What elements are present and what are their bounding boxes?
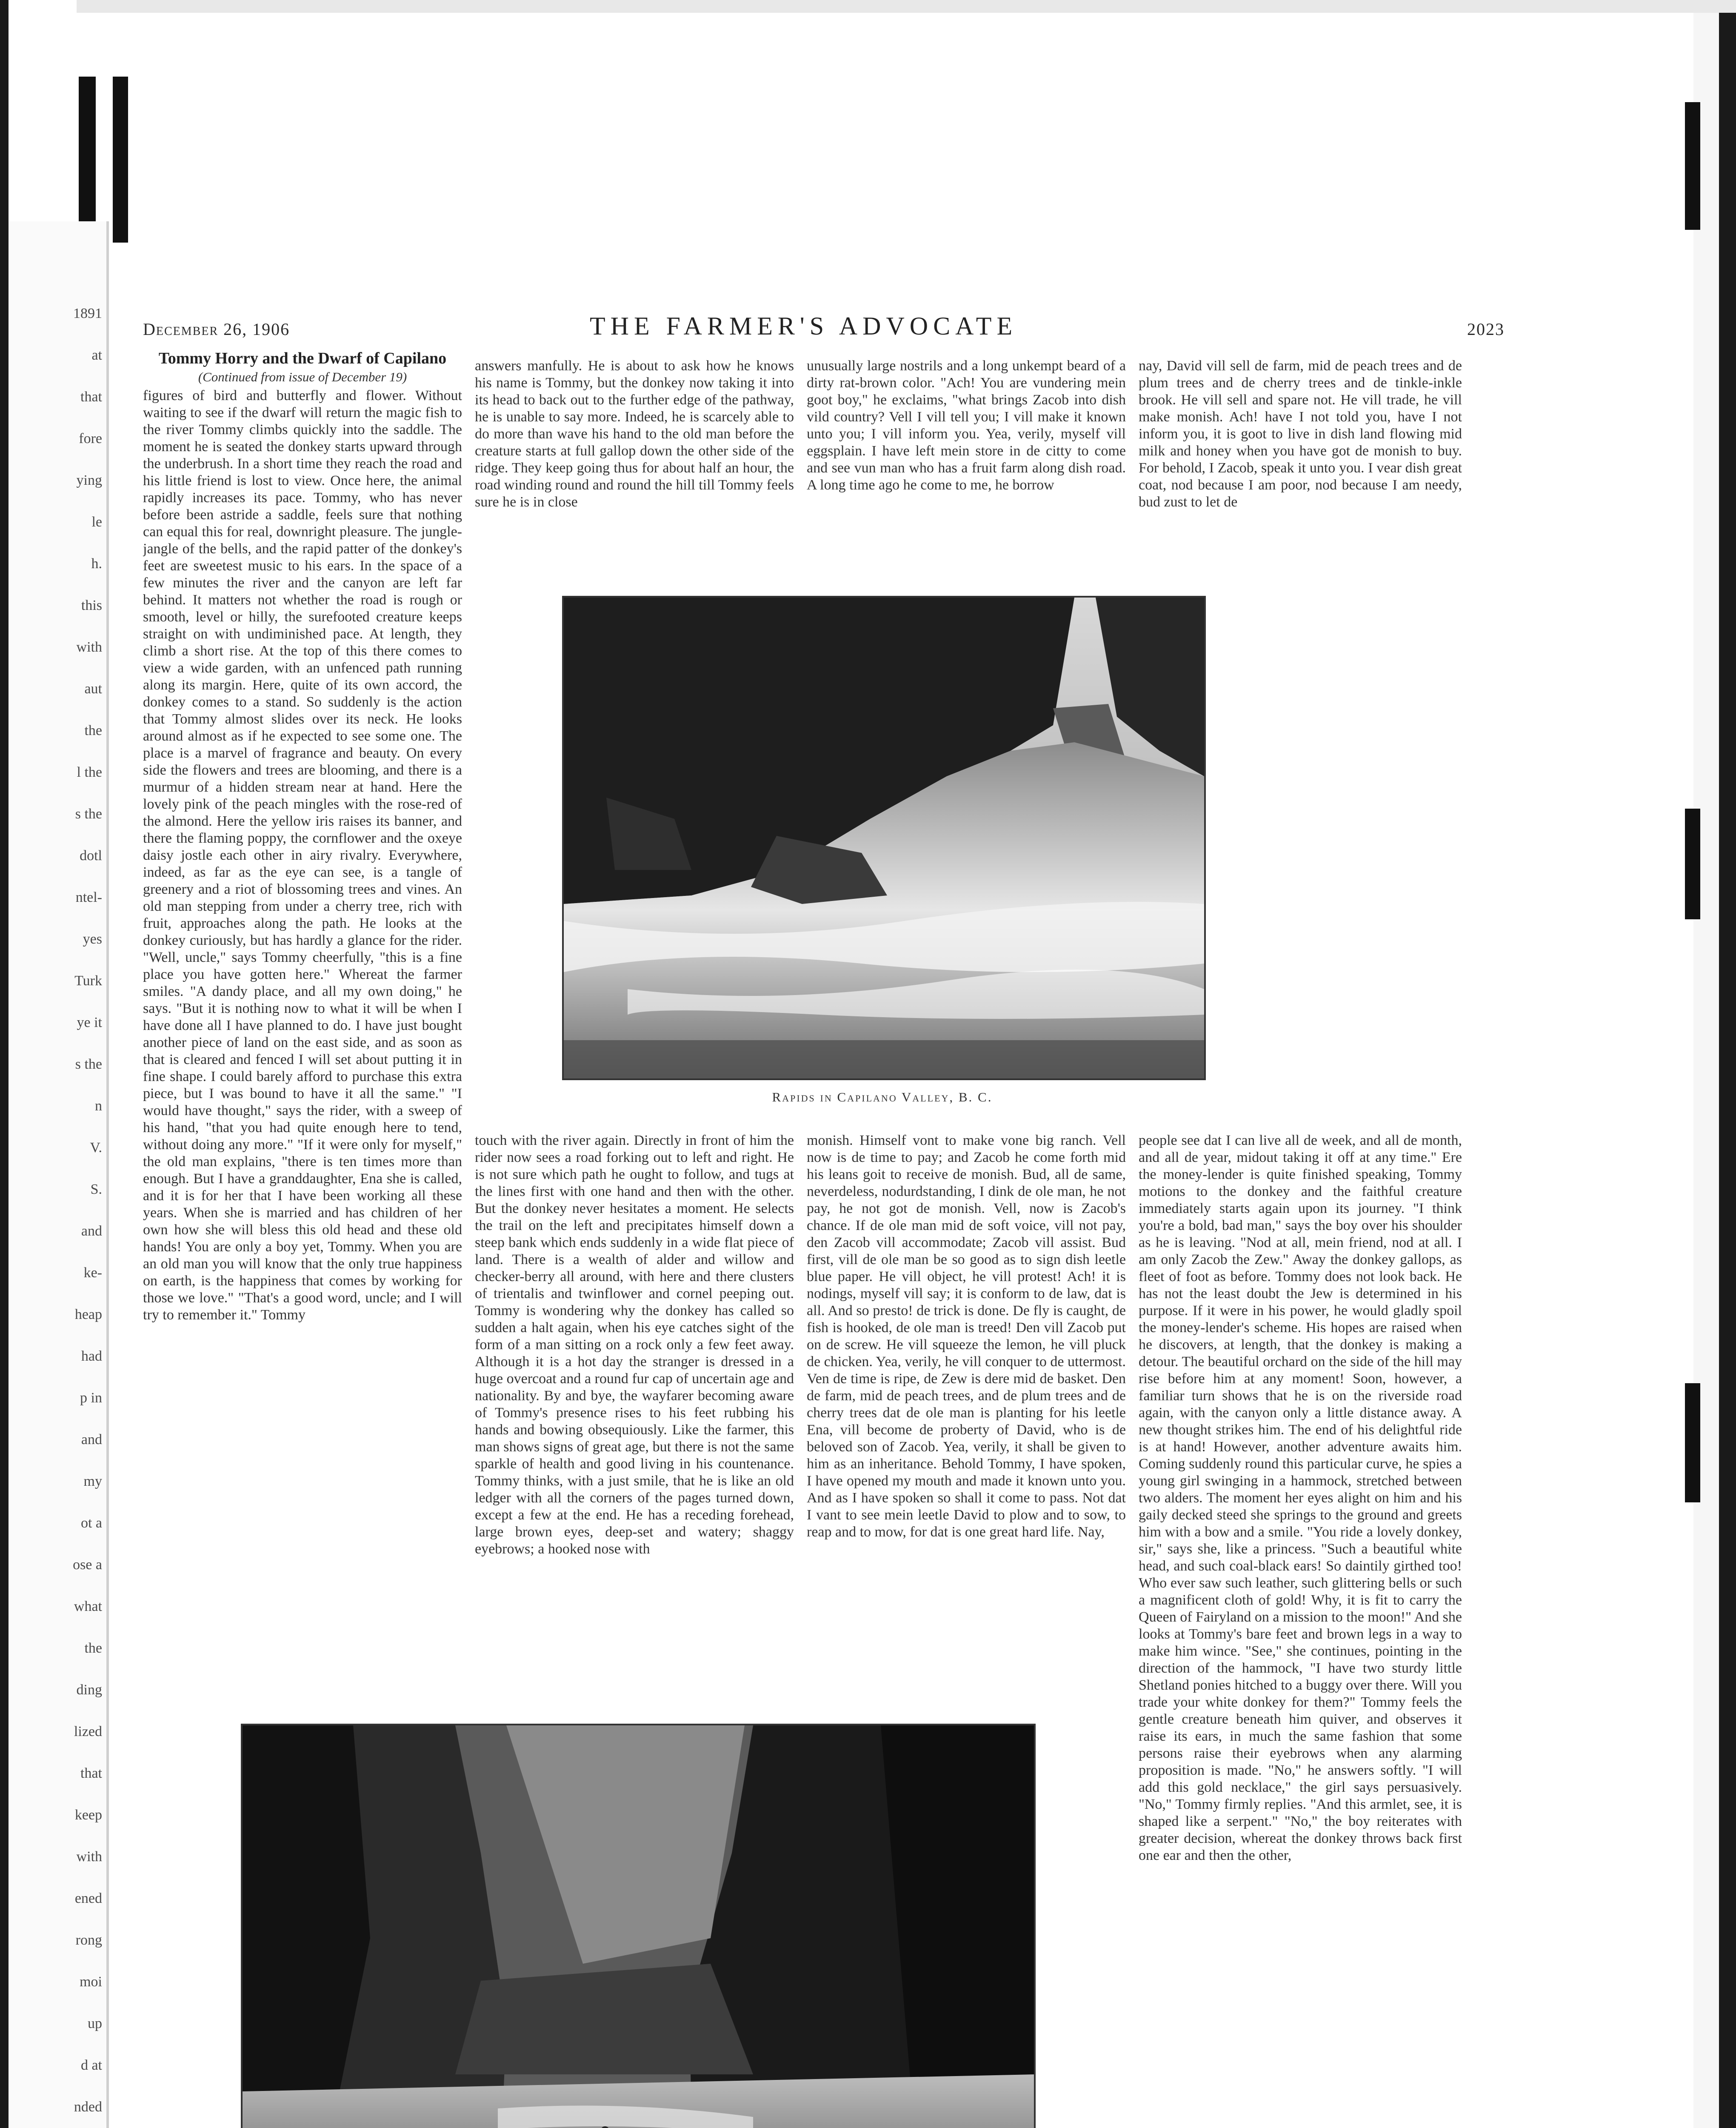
column-2-top	[475, 358, 794, 549]
column-4-top	[1139, 358, 1462, 549]
previous-page-fragment: ntel-	[75, 890, 102, 905]
page-number: 2023	[1467, 320, 1505, 339]
previous-page-fragment: d at	[80, 2057, 102, 2073]
previous-page-fragment: this	[81, 598, 102, 613]
previous-page-fragment: ying	[76, 472, 102, 488]
previous-page-fragment: yes	[83, 931, 102, 947]
story-subtitle: (Continued from issue of December 19)	[198, 369, 407, 384]
previous-page-strip	[9, 221, 109, 2128]
previous-page-fragment: the	[84, 1640, 102, 1656]
previous-page-fragment: rong	[75, 1932, 102, 1948]
masthead-title: THE FARMER'S ADVOCATE	[590, 312, 1018, 340]
previous-page-fragment: had	[81, 1348, 102, 1364]
previous-page-fragment: what	[74, 1599, 102, 1614]
previous-page-fragment: p in	[80, 1390, 102, 1406]
previous-page-fragment: Turk	[74, 973, 102, 989]
previous-page-fragment: ened	[74, 1891, 102, 1906]
column-2-bottom	[475, 1132, 794, 1677]
previous-page-fragment: ot a	[80, 1515, 102, 1531]
previous-page-fragment: that	[80, 1765, 102, 1781]
previous-page-fragment: and	[81, 1223, 102, 1239]
column-2-top-text: answers manfully. He is about to ask how he knows his name is Tommy, but the donkey now taking it into its head to back out to the further edge of the pathway, he is unable to say more. Indeed, he is scarcely able to do more than wave his hand to the old man before the creature starts at full gallop down the other side of the ridge. They keep going thus for about half an hour, the road winding round and round the hill till Tommy feels sure he is in close	[475, 358, 794, 510]
column-4-bottom-text: people see dat I can live all de week, and all de month, and all de year, midout taking it off at any time." Ere the money-lender is quite finished speaking, Tommy motions to the donkey and the faithful creature immediately starts again upon its journey. "I think you're a bold, bad man," says the boy over his shoulder as he is leaving. "Nod at all, mein friend, nod at all. I am only Zacob the Zew." Away the donkey gallops, as fleet of foot as before. Tommy does not look back. He has not the least doubt the Jew is determined in his purpose. If it were in his power, he would gladly spoil the money-lender's scheme. His hopes are raised when he discovers, at length, that the donkey is making a detour. The beautiful orchard on the side of the hill may rise before him at any moment! Soon, however, a familiar turn shows that he is on the riverside road again, with the canyon only a little distance away. A new thought strikes him. The end of his delightful ride is at hand! However, another adventure awaits him. Coming suddenly round this particular curve, he spies a young girl swinging in a hammock, stretched between two alders. The moment her eyes alight on him and his gaily decked steed she springs to the ground and greets him with a bow and a smile. "You ride a lovely donkey, sir," says she, like a princess. "Such a beautiful white head, and such coal-black ears! So daintily girthed too! Who ever saw such leather, such glittering bells or such a magnificent cloth of gold! Why, it is fit to carry the Queen of Fairyland on a mission to the moon!" And she looks at Tommy's bare feet and brown legs in a way to make him wince. "See," she continues, pointing in the direction of the hammock, "I have two sturdy little Shetland ponies hitched to a buggy over there. Will you trade your white donkey for them?" Tommy feels the gentle creature beneath him quiver, and observes it raise its ears, in much the same fashion that some persons raise their eyebrows when any alarming proposition is made. "No," he answers softly. "I will add this gold necklace," the girl says persuasively. "No," Tommy firmly replies. "And this armlet, see, it is shaped like a serpent." "No," the boy reiterates with greater decision, whereat the donkey throws back first one ear and then the other,	[1139, 1133, 1462, 1863]
film-gap-right	[1693, 0, 1719, 2128]
previous-page-fragment: my	[83, 1473, 102, 1489]
previous-page-fragment: ose a	[73, 1557, 102, 1573]
column-2-bottom-text: touch with the river again. Directly in front of him the rider now sees a road forking out to left and right. He is not sure which path he ought to follow, and tugs at the lines first with one hand and then with the other. But the donkey never hesitates a moment. He selects the trail on the left and precipitates himself down a steep bank which ends suddenly in a wide flat piece of land. There is a wealth of alder and willow and checker-berry all around, with here and there clusters of trientalis and twinflower and cornel peeping out. Tommy is wondering why the donkey has called so sudden a halt again, when his eye catches sight of the form of a man sitting on a rock only a few feet away. Although it is a hot day the stranger is dressed in a huge overcoat and a round fur cap of uncertain age and nationality. By and bye, the wayfarer becoming aware of Tommy's presence rises to his feet rubbing his hands and bowing obsequiously. Like the farmer, this man shows signs of great age, but there is not the same sparkle of health and good living in his countenance. Tommy thinks, with a just smile, that he is like an old ledger with all the corners of the pages turned down, except a few at the end. He has a receding forehead, large brown eyes, deep-set and watery; shaggy eyebrows; a hooked nose with	[475, 1133, 794, 1557]
column-4-top-text: nay, David vill sell de farm, mid de peach trees and de plum trees and de cherry trees and de tinkle-inkle brook. He vill sell and spare not. He vill trade, he vill make monish. Ach! have I not told you, have I not inform you, it is goot to live in dish land flowing mid milk and honey when you have got de monish to buy. For behold, I Zacob, speak it unto you. I vear dish great coat, nod because I am poor, nod because I am needy, bud zust to let de	[1139, 358, 1462, 510]
previous-page-fragment: heap	[74, 1307, 102, 1322]
previous-page-fragment: moi	[80, 1974, 102, 1990]
column-4-bottom	[1139, 1132, 1462, 2128]
previous-page-fragment: 1891	[73, 306, 102, 321]
previous-page-fragment: fore	[79, 431, 102, 446]
previous-page-fragment: S.	[90, 1181, 102, 1197]
film-mark-right-1	[1685, 102, 1700, 230]
previous-page-fragment: l the	[77, 764, 102, 780]
column-3-bottom	[807, 1132, 1126, 1677]
film-border-left	[0, 0, 9, 2128]
previous-page-fragment: keep	[74, 1807, 102, 1823]
previous-page-fragment: with	[76, 1849, 102, 1865]
film-border-right	[1719, 0, 1736, 2128]
header-date: December 26, 1906	[143, 320, 290, 339]
column-3-top	[807, 358, 1126, 549]
previous-page-fragment: nded	[74, 2099, 102, 2115]
rapids-photo	[562, 596, 1206, 1080]
cool-spot-illustration	[243, 1725, 1034, 2128]
film-mark-right-3	[1685, 1383, 1700, 1502]
newspaper-page	[109, 251, 1526, 2128]
column-3-top-text: unusually large nostrils and a long unkempt beard of a dirty rat-brown color. "Ach! You are vundering mein goot boy," he exclaims, "what brings Zacob into dish vild country? Vell I vill tell you; I vill make it known unto you; I vill inform you. Yea, verily, myself vill eggsplain. I have left mein store in de citty to come and see vun man who has a fruit farm along dish road. A long time ago he come to me, he borrow	[807, 358, 1126, 493]
rapids-illustration	[564, 598, 1204, 1078]
previous-page-fragment: n	[95, 1098, 102, 1114]
previous-page-fragment: with	[76, 639, 102, 655]
film-mark-top-2	[113, 77, 128, 243]
previous-page-fragment: s the	[75, 1056, 102, 1072]
previous-page-fragment: ye it	[77, 1015, 102, 1030]
column-3-bottom-text: monish. Himself vont to make vone big ranch. Vell now is de time to pay; and Zacob he come forth mid his leans goit to receive de monish. Bud, all de same, neverdeless, nodurdstanding, I dink de ole man, he not pay, he not got de monish. Vell, now is Zacob's chance. If de ole man mid de soft voice, vill not pay, den Zacob vill accommodate; Zacob vill assist. Bud first, vill de ole man be so good as to sign dish leetle blue paper. He vill object, he vill protest! Ach! it is nodings, myself vill say; it is conform to de law, dat is all. And so presto! de trick is done. De fly is caught, de fish is hooked, de ole man is treed! Den vill Zacob put on de screw. He vill squeeze the lemon, he vill pluck de chicken. Yea, verily, he vill conquer to de uttermost. Ven de time is ripe, de Zew is dere mid de basket. Den de farm, mid de peach trees, and de plum trees and de cherry trees dat de ole man is planting for his leetle Ena, vill become de proberty of David, who is de beloved son of Zacob. Yea, verily, it shall be given to him as an inheritance. Behold Tommy, I have spoken, I have opened my mouth and made it known unto you. And as I have spoken so shall it come to pass. Not dat I vant to see mein leetle David to plow and to sow, to reap and to mow, for dat is one great hard life. Nay,	[807, 1133, 1126, 1540]
previous-page-fragment: V.	[90, 1140, 102, 1156]
previous-page-fragment: ding	[76, 1682, 102, 1698]
previous-page-fragment: that	[80, 389, 102, 405]
previous-page-fragment: le	[91, 514, 102, 530]
column-1-text: figures of bird and butterfly and flower. Without waiting to see if the dwarf will return the magic fish to the river Tommy climbs quickly into the saddle. The moment he is seated the donkey starts upward through the underbrush. In a short time they reach the road and his little friend is lost to view. Once here, the animal rapidly increases its pace. Tommy, who has never before been astride a saddle, feels sure that nothing can equal this for real, downright pleasure. The jungle-jangle of the bells, and the rapid patter of the donkey's feet are sweetest music to his ears. In the space of a few minutes the river and the canyon are left far behind. It matters not whether the road is rough or smooth, level or hilly, the surefooted creature keeps straight on with undiminished pace. At length, they climb a short rise. At the top of this there comes to view a wide garden, with an unfenced path running along its margin. Here, quite of its own accord, the donkey comes to a stand. So suddenly is the action that Tommy almost slides over its neck. He looks around almost as if he expected to see some one. The place is a marvel of fragrance and beauty. On every side the flowers and trees are blooming, and there is a murmur of a hidden stream near at hand. Here the lovely pink of the peach mingles with the rose-red of the almond. Here the yellow iris raises its banner, and there the flaming poppy, the cornflower and the oxeye daisy jostle each other in airy rivalry. Everywhere, indeed, as far as the eye can see, is a tangle of greenery and a riot of blossoming trees and vines. An old man stepping from under a cherry tree, rich with fruit, approaches along the path. He looks at the donkey curiously, but has hardly a glance for the rider. "Well, uncle," says Tommy cheerfully, "this is a fine place you have gotten here." Whereat the farmer smiles. "A dandy place, and all my own doing," he says. "But it is nothing now to what it will be when I have done all I have planned to do. I have just bought another piece of land on the east side, and as soon as that is cleared and fenced I will set about putting it in fine shape. I could barely afford to purchase this extra piece, but I was bound to have it all the same." "I would have thought," says the rider, with a sweep of his hand, "that you had quite enough here to tend, without doing any more." "If it were only for myself," the old man explains, "there is ten times more than enough. But I have a granddaughter, Ena she is called, and it is for her that I have been working all these years. When she is married and has children of her own how she will bless this old head and these old hands! You are only a boy yet, Tommy. When you are an old man you will know that the only true happiness on earth, is the happiness that comes by working for those we love." "That's a good word, uncle; and I will try to remember it." Tommy	[143, 388, 462, 1323]
story-title: Tommy Horry and the Dwarf of Capilano	[158, 349, 447, 367]
previous-page-fragment: s the	[75, 806, 102, 822]
cool-spot-photo	[241, 1724, 1036, 2128]
film-border-top	[77, 0, 1736, 13]
film-mark-right-2	[1685, 809, 1700, 919]
previous-page-fragment: the	[84, 723, 102, 738]
previous-page-fragment: dotl	[80, 848, 102, 864]
previous-page-fragment: up	[88, 2016, 102, 2031]
previous-page-fragment: lized	[74, 1724, 102, 1739]
previous-page-fragment: h.	[91, 556, 102, 572]
film-mark-top-1	[79, 77, 96, 243]
page-header	[143, 312, 1505, 345]
rapids-caption: Rapids in Capilano Valley, B. C.	[772, 1090, 993, 1104]
previous-page-fragment: aut	[84, 681, 102, 697]
previous-page-fragment: at	[91, 347, 102, 363]
previous-page-fragment: ke-	[83, 1265, 102, 1281]
previous-page-fragment: and	[81, 1432, 102, 1447]
